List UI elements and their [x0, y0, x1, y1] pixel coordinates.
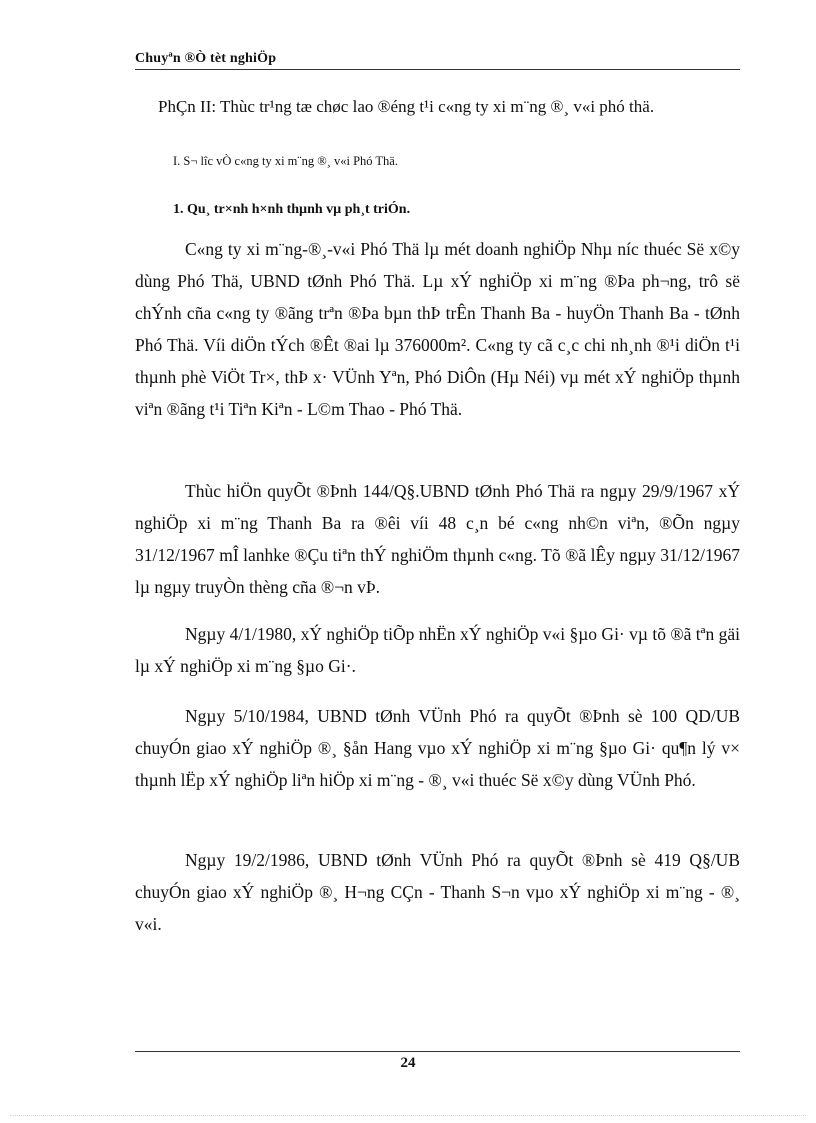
paragraph: Thùc hiÖn quyÕt ®Þnh 144/Q§.UBND tØnh Phó Thä ra ngµy 29/9/1967 xÝ nghiÖp xi m¨ng Thanh Ba ra ®êi víi 48 c¸n bé c«ng nh©n viªn, ®Õn ngµy 31/12/1967 mÎ lanhke ®Çu tiªn thÝ nghiÖm thµnh c«ng. Tõ ®ã lÊy ngµy 31/12/1967 lµ ngµy truyÒn thèng cña ®¬n vÞ.: [135, 481, 740, 597]
header-title: Chuyªn ®Ò tèt nghiÖp: [135, 51, 277, 66]
page-number: 24: [400, 1055, 416, 1071]
footer-divider: [135, 1051, 740, 1052]
subsection-title: 1. Qu¸ tr×nh h×nh thµnh vµ ph¸t triÓn.: [173, 202, 411, 217]
part-title: PhÇn II: Thùc tr¹ng tæ chøc lao ®éng t¹i c«ng ty xi m¨ng ®¸ v«i phó thä.: [158, 97, 655, 116]
paragraph: Ngµy 19/2/1986, UBND tØnh VÜnh Phó ra quyÕt ®Þnh sè 419 Q§/UB chuyÓn giao xÝ nghiÖp ®¸ H¬ng CÇn - Thanh S¬n vµo xÝ nghiÖp xi m¨ng - ®¸ v«i.: [135, 850, 740, 934]
paragraph: Ngµy 4/1/1980, xÝ nghiÖp tiÕp nhËn xÝ nghiÖp v«i §µo Gi· vµ tõ ®ã tªn gäi lµ xÝ nghiÖp xi m¨ng §µo Gi·.: [135, 624, 740, 676]
paragraph: Ngµy 5/10/1984, UBND tØnh VÜnh Phó ra quyÕt ®Þnh sè 100 QD/UB chuyÓn giao xÝ nghiÖp ®¸ §ån Hang vµo xÝ nghiÖp xi m¨ng §µo Gi· qu¶n lý v× thµnh lËp xÝ nghiÖp liªn hiÖp xi m¨ng - ®¸ v«i thuéc Së x©y dùng VÜnh Phó.: [135, 706, 740, 790]
page-edge-divider: [10, 1115, 806, 1116]
page-header: [135, 50, 740, 70]
section-title: I. S¬ lîc vÒ c«ng ty xi m¨ng ®¸ v«i Phó Thä.: [173, 154, 398, 168]
paragraph: C«ng ty xi m¨ng-®¸-v«i Phó Thä lµ mét doanh nghiÖp Nhµ níc thuéc Së x©y dùng Phó Thä, UBND tØnh Phó Thä. Lµ xÝ nghiÖp xi m¨ng ®Þa ph¬ng, trô së chÝnh cña c«ng ty ®ãng trªn ®Þa bµn thÞ trÊn Thanh Ba - huyÖn Thanh Ba - tØnh Phó Thä. Víi diÖn tÝch ®Êt ®ai lµ 376000m². C«ng ty cã c¸c chi nh¸nh ®¹i diÖn t¹i thµnh phè ViÖt Tr×, thÞ x· VÜnh Yªn, Phó DiÔn (Hµ Néi) vµ mét xÝ nghiÖp thµnh viªn ®ãng t¹i Tiªn Kiªn - L©m Thao - Phó Thä.: [135, 239, 740, 419]
